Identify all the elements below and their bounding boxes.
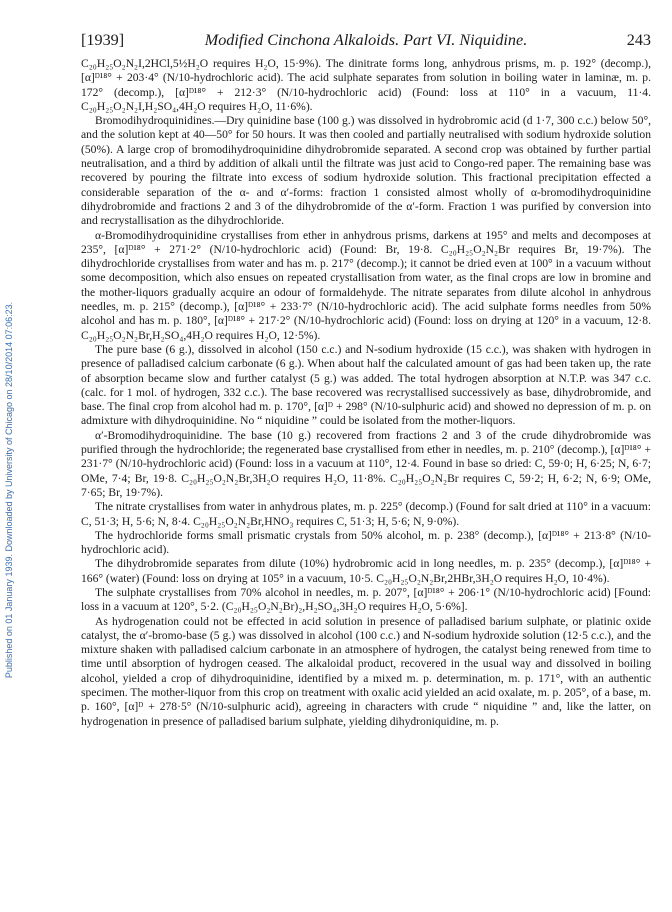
page-number: 243 — [626, 31, 651, 49]
paragraph-nitrate: The nitrate crystallises from water in anhydrous plates, m. p. 225° (decomp.) (Found for salt dried at 110° in a vacuum: C, 51·3; H, 5·6; N, 8·4. C₂₀H₂₅O₂N₂Br,HNO₃ requires C, 51·3; H, 5·6; N, 9·0%). — [81, 500, 651, 528]
running-header — [81, 29, 651, 51]
paragraph-sulphate: The sulphate crystallises from 70% alcohol in needles, m. p. 207°, [α]ᴰ¹⁸° + 206·1° (N/10-hydrochloric acid) [Found: loss in a vacuum at 120°, 5·2. (C₂₀H₂₅O₂N₂Br)₂,H₂SO₄,3H₂O requires H₂O, 5·6%]. — [81, 585, 651, 614]
body-text — [81, 57, 651, 729]
download-notice — [2, 160, 16, 820]
paragraph-alpha-bromo: α-Bromodihydroquinidine crystallises from ether in anhydrous prisms, darkens at 195° and melts and decomposes at 235°, [α]ᴰ¹⁸° + 271·2° (N/10-hydrochloric acid) (Found: Br, 19·8. C₂₀H₂₅O₂N₂Br requires Br, 19·7%). The dihydrochloride crystallises from water and has m. p. 217° (decomp.); it cannot be dried even at 100° in a vacuum without some decomposition, which also ensues on repeated crystallisation from water, as the final crops are low in bromine and the mother-liquors gradually acquire an odour of formaldehyde. The nitrate separates from dilute alcohol in anhydrous needles, m. p. 215° (decomp.), [α]ᴰ¹⁸° + 233·7° (N/10-hydrochloric acid). The acid sulphate forms needles from 50% alcohol and has m. p. 180°, [α]ᴰ¹⁸° + 217·2° (N/10-hydrochloric acid) (Found: loss on drying at 120° in a vacuum, 12·8. C₂₀H₂₅O₂N₂Br,H₂SO₄,4H₂O requires H₂O, 12·5%). — [81, 228, 651, 342]
download-notice-text: Published on 01 January 1939. Downloaded by University of Chicago on 28/10/2014 07:06:23. — [4, 301, 14, 679]
paragraph-continued: C₂₀H₂₅O₂N₂I,2HCl,5½H₂O requires H₂O, 15·9%). The dinitrate forms long, anhydrous prisms, m. p. 192° (decomp.), [α]ᴰ¹⁸° + 203·4° (N/10-hydrochloric acid). The acid sulphate separates from solution in boiling water in laminæ, m. p. 172° (decomp.), [α]ᴰ¹⁸° + 212·3° (N/10-hydrochloric acid) (Found: loss at 110° in a vacuum, 11·4. C₂₀H₂₅O₂N₂I,H₂SO₄,4H₂O requires H₂O, 11·6%). — [81, 57, 651, 113]
paragraph-pure-base: The pure base (6 g.), dissolved in alcohol (150 c.c.) and N-sodium hydroxide (15 c.c.), was shaken with hydrogen in presence of palladised calcium carbonate (6 g.). When about half the calculated amount of gas had been taken up, the rate of absorption became slow and further catalyst (5 g.) was added. The total hydrogen absorption at N.T.P. was 347 c.c. (calc. for 1 mol. of hydrogen, 332 c.c.). The base recovered was recrystallised successively as base, dihydrobromide, and base. The final crop from alcohol had m. p. 170°, [α]ᴰ + 298° (N/10-sulphuric acid) and showed no depression of m. p. on admixture with dihydroquinidine. No “ niquidine ” could be isolated from the mother-liquors. — [81, 342, 651, 428]
paragraph-hydrochloride: The hydrochloride forms small prismatic crystals from 50% alcohol, m. p. 238° (decomp.), [α]ᴰ¹⁸° + 213·8° (N/10-hydrochloric acid). — [81, 528, 651, 557]
paragraph-hydrogenation: As hydrogenation could not be effected in acid solution in presence of palladised barium sulphate, or platinic oxide catalyst, the α′-bromo-base (5 g.) was dissolved in alcohol (100 c.c.) and N-sodium hydroxide solution (12·5 c.c.), and the mixture shaken with palladised calcium carbonate in an atmosphere of hydrogen, the catalyst being renewed from time to time until absorption of hydrogen ceased. The alkaloidal product, recovered in the usual way and dissolved in boiling alcohol, yielded a crop of dihydroquinidine, identified by a mixed m. p. determination, m. p. 171°, with an authentic specimen. The mother-liquor from this crop on treatment with oxalic acid yielded an acid oxalate, m. p. 205°, of a base, m. p. 160°, [α]ᴰ + 278·5° (N/10-sulphuric acid), agreeing in characters with crude “ niquidine ” and, like the latter, on hydrogenation in presence of palladised barium sulphate, yielding dihydroniquidine, m. p. — [81, 614, 651, 728]
paragraph-bromodihydroquinidines: Bromodihydroquinidines.—Dry quinidine base (100 g.) was dissolved in hydrobromic acid (d 1·7, 300 c.c.) below 50°, and the solution kept at 40—50° for 50 hours. It was then cooled and partially neutralised with sodium hydroxide solution (50%). A large crop of bromodihydroquinidine dihydrobromide separated. A second crop was obtained by further partial neutralisation, and a third by addition of alkali until the filtrate was just acid to Congo-red paper. The remaining base was recovered by pouring the filtrate into excess of sodium hydroxide solution. This fractional precipitation effected a considerable separation of the α- and α′-forms: fraction 1 consisted almost wholly of α-bromodihydroquinidine dihydrobromide and fractions 2 and 3 of the dihydrobromide of the α′-form. Fraction 1 was purified by conversion into and recrystallisation as the dihydrochloride. — [81, 114, 651, 228]
paragraph-dihydrobromide: The dihydrobromide separates from dilute (10%) hydrobromic acid in long needles, m. p. 235° (decomp.), [α]ᴰ¹⁸° + 166° (water) (Found: loss on drying at 105° in a vacuum, 10·5. C₂₀H₂₅O₂N₂Br,2HBr,3H₂O requires H₂O, 10·4%). — [81, 557, 651, 585]
paragraph-alpha-prime-bromo: α′-Bromodihydroquinidine. The base (10 g.) recovered from fractions 2 and 3 of the crude dihydrobromide was purified through the hydrochloride; the regenerated base crystallised from ether in needles, m. p. 210° (decomp.), [α]ᴰ¹⁸° + 231·7° (N/10-hydrochloric acid) (Found: loss in a vacuum at 110°, 12·4. Found in base so dried: C, 59·0; H, 6·25; N, 6·7; OMe, 7·4; Br, 19·8. C₂₀H₂₅O₂N₂Br,3H₂O requires H₂O, 11·8%. C₂₀H₂₅O₂N₂Br requires C, 59·2; H, 6·2; N, 6·9; OMe, 7·65; Br, 19·7%). — [81, 428, 651, 499]
header-title: Modified Cinchona Alkaloids. Part VI. Niquidine. — [204, 31, 528, 49]
header-year: [1939] — [81, 31, 125, 49]
